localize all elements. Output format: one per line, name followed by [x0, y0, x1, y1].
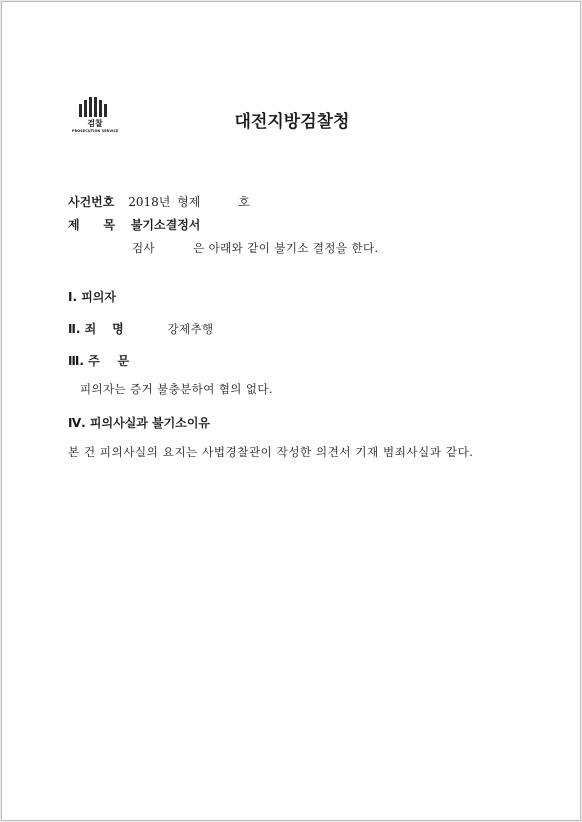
logo-subtitle: PROSECUTION SERVICE — [72, 129, 119, 133]
intro-text: 은 아래와 같이 불기소 결정을 한다. — [193, 241, 379, 255]
section-order-heading-word: 문 — [117, 354, 130, 368]
prosecution-emblem-icon — [79, 97, 109, 117]
section-suspect-heading: Ⅰ. 피의자 — [68, 290, 116, 304]
subject-row — [68, 216, 200, 233]
section-facts-heading: Ⅳ. 피의사실과 불기소이유 — [68, 416, 211, 430]
case-number-type: 형제 — [177, 195, 201, 209]
section-charge-heading-num: Ⅱ. 죄 — [68, 322, 97, 336]
order-heading-row — [68, 352, 129, 369]
case-number-row — [68, 193, 250, 210]
case-number-year: 2018년 — [128, 195, 171, 209]
charge-row — [68, 320, 214, 337]
order-text: 피의자는 증거 불충분하여 혐의 없다. — [80, 382, 273, 396]
prosecutor-label: 검사 — [132, 241, 156, 255]
logo-name: 검찰 — [87, 119, 103, 128]
document-title: 불기소결정서 — [130, 218, 201, 232]
subject-label-1: 제 — [68, 218, 80, 232]
section-order-heading-num: Ⅲ. 주 — [68, 354, 100, 368]
section-charge-heading-word: 명 — [112, 322, 124, 336]
case-number-label: 사건번호 — [68, 195, 115, 209]
facts-text: 본 건 피의사실의 요지는 사법경찰관이 작성한 의견서 기재 범죄사실과 같다. — [68, 445, 474, 459]
charge-value: 강제추행 — [167, 322, 214, 336]
subject-label-2: 목 — [103, 218, 116, 232]
case-number-suffix: 호 — [238, 195, 250, 209]
intro-row — [132, 240, 379, 256]
document-page — [1, 1, 581, 821]
prosecution-logo — [72, 97, 120, 142]
office-title: 대전지방검찰청 — [234, 112, 350, 132]
